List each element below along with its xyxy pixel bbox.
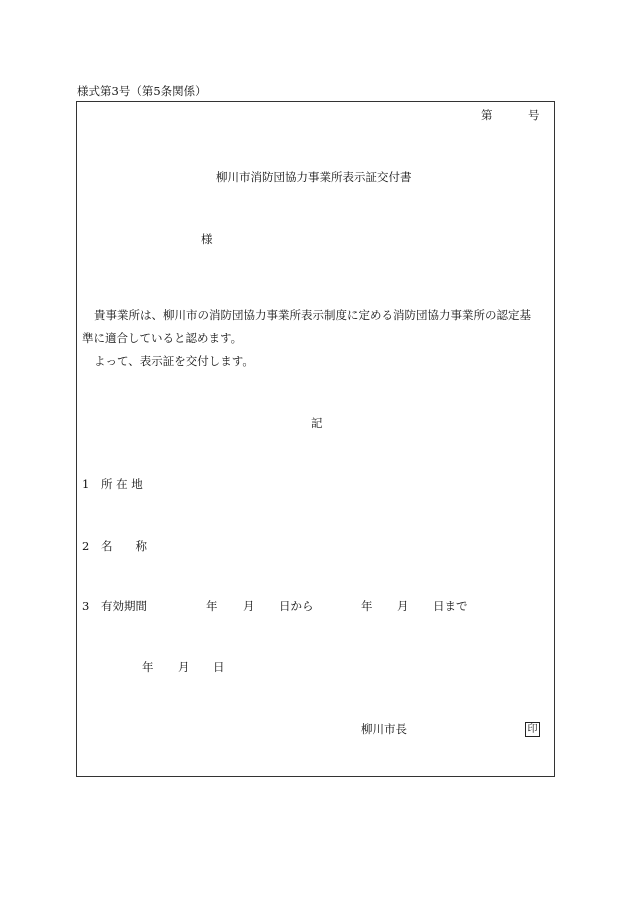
issuer-name: 柳川市長 xyxy=(361,722,407,736)
validity-to-year: 年 xyxy=(361,599,373,613)
validity-to-month: 月 xyxy=(397,599,409,613)
issue-date-year: 年 xyxy=(142,660,154,674)
seal-mark: 印 xyxy=(525,722,540,737)
item-label-name: 名 称 xyxy=(101,539,147,553)
body-paragraph-2: よって、表示証を交付します。 xyxy=(94,354,254,368)
issue-date-month: 月 xyxy=(178,660,190,674)
item-number-3: 3 xyxy=(82,599,90,613)
record-heading: 記 xyxy=(311,416,323,430)
issue-date-day: 日 xyxy=(213,660,225,674)
item-number-2: 2 xyxy=(82,539,90,553)
validity-from-year: 年 xyxy=(206,599,218,613)
document-title: 柳川市消防団協力事業所表示証交付書 xyxy=(216,170,412,184)
item-label-validity: 有効期間 xyxy=(101,599,147,613)
certificate-frame xyxy=(76,101,555,777)
body-paragraph-line-1: 貴事業所は、柳川市の消防団協力事業所表示制度に定める消防団協力事業所の認定基 xyxy=(94,308,531,322)
addressee-suffix: 様 xyxy=(201,232,213,246)
item-number-1: 1 xyxy=(82,477,90,491)
number-prefix: 第 xyxy=(481,108,493,122)
validity-from-month: 月 xyxy=(243,599,255,613)
item-label-location: 所 在 地 xyxy=(101,477,143,491)
number-suffix: 号 xyxy=(528,108,540,122)
validity-from-day: 日から xyxy=(279,599,314,613)
form-style-label: 様式第3号（第5条関係） xyxy=(77,84,207,98)
body-paragraph-line-2: 準に適合していると認めます。 xyxy=(82,331,243,345)
validity-to-day: 日まで xyxy=(433,599,468,613)
